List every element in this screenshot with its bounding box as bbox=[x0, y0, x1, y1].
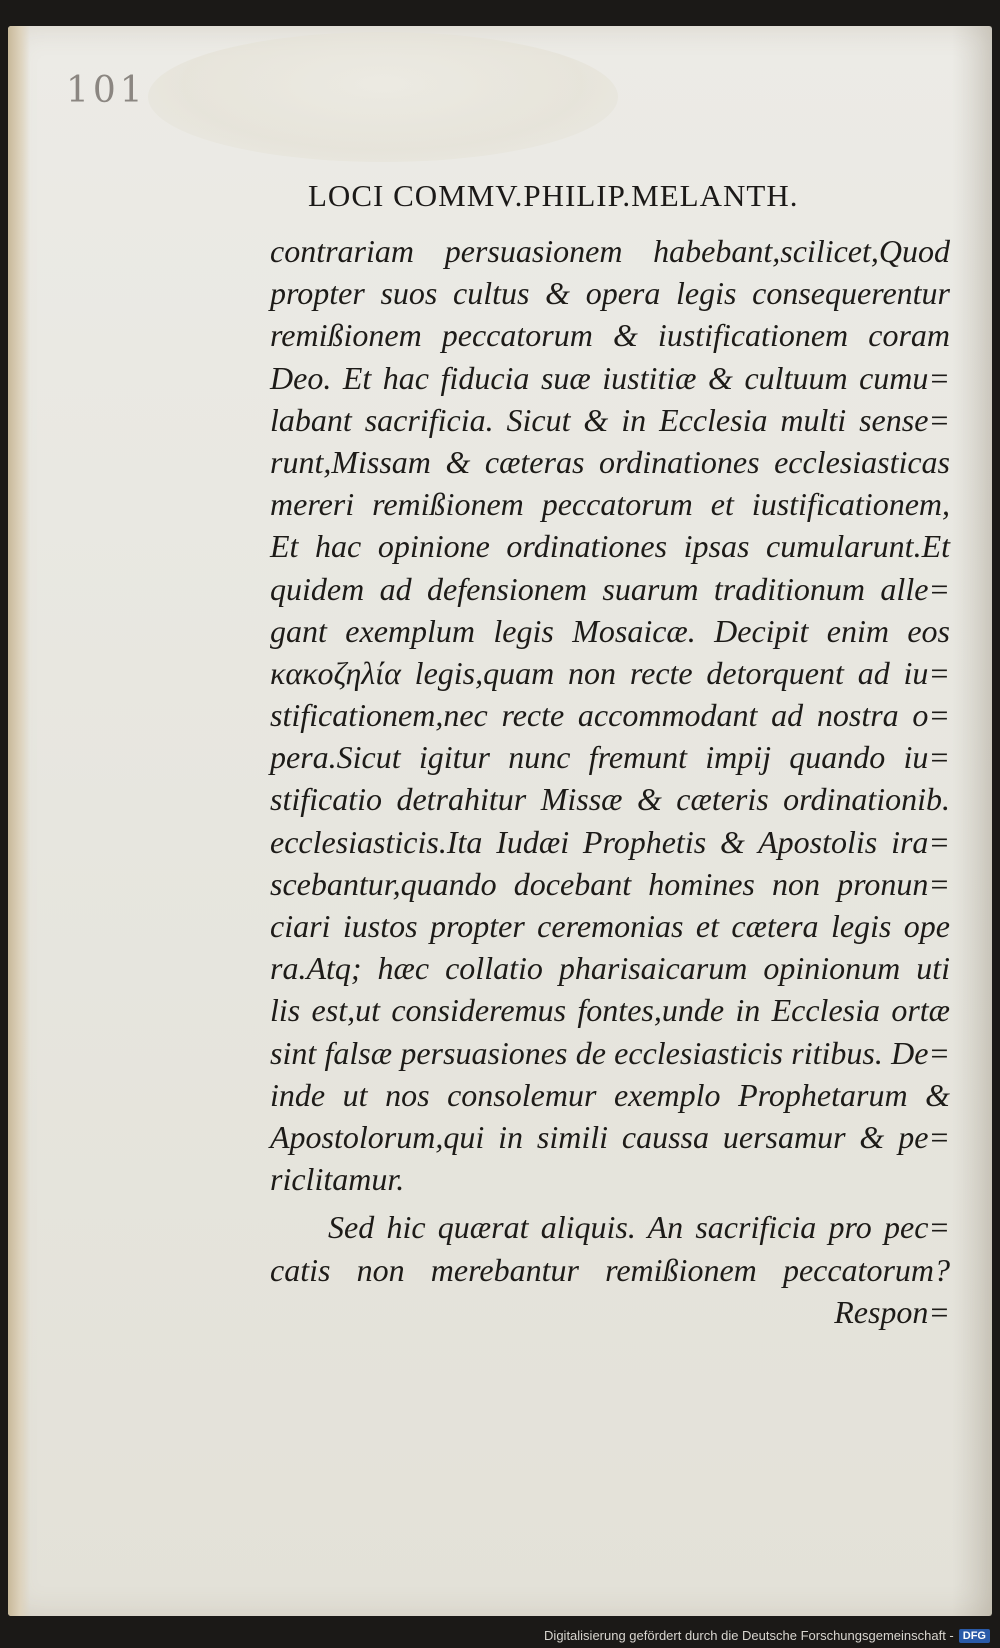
running-head: LOCI COMMV.PHILIP.MELANTH. bbox=[308, 178, 799, 213]
text-line: labant sacrificia. Sicut & in Ecclesia multi sense= bbox=[270, 401, 950, 438]
text-line: remißionem peccatorum & iustificationem coram bbox=[270, 317, 950, 354]
text-line: riclitamur. bbox=[270, 1161, 405, 1198]
text-line: κακοζηλία legis,quam non recte detorquent ad iu= bbox=[270, 654, 950, 691]
text-line: pera.Sicut igitur nunc fremunt impij quando iu= bbox=[270, 739, 950, 776]
text-line: scebantur,quando docebant homines non pronun= bbox=[270, 865, 950, 902]
text-line: gant exemplum legis Mosaicæ. Decipit enim eos bbox=[270, 612, 950, 649]
folio-number: 101 bbox=[66, 70, 147, 111]
book-page bbox=[8, 26, 992, 1616]
page-edge-shadow bbox=[8, 26, 30, 1616]
text-line: ra.Atq; hæc collatio pharisaicarum opinionum uti bbox=[270, 950, 950, 987]
dfg-logo: DFG bbox=[959, 1629, 990, 1643]
text-line: Apostolorum,qui in simili caussa uersamur & pe= bbox=[270, 1118, 950, 1155]
gutter-shadow bbox=[952, 26, 992, 1616]
text-line: catis non merebantur remißionem peccatorum? bbox=[270, 1251, 950, 1288]
text-line: Deo. Et hac fiducia suæ iustitiæ & cultuum cumu= bbox=[270, 359, 950, 396]
catchword: Respon= bbox=[834, 1293, 950, 1330]
text-line: propter suos cultus & opera legis consequerentur bbox=[270, 275, 950, 312]
text-line: stificatio detrahitur Missæ & cæteris ordinationib. bbox=[270, 781, 950, 818]
credit-text: Digitalisierung gefördert durch die Deutsche Forschungsgemeinschaft - bbox=[544, 1628, 954, 1643]
text-line: inde ut nos consolemur exemplo Prophetarum & bbox=[270, 1076, 950, 1113]
digitization-credit bbox=[544, 1628, 990, 1643]
text-line: quidem ad defensionem suarum traditionum alle= bbox=[270, 570, 950, 607]
text-line: ecclesiasticis.Ita Iudæi Prophetis & Apostolis ira= bbox=[270, 823, 950, 860]
text-line: runt,Missam & cæteras ordinationes ecclesiasticas bbox=[270, 443, 950, 480]
water-stain bbox=[148, 32, 618, 162]
text-line: lis est,ut consideremus fontes,unde in Ecclesia ortæ bbox=[270, 992, 950, 1029]
text-line: sint falsæ persuasiones de ecclesiasticis ritibus. De= bbox=[270, 1034, 950, 1071]
text-line: contrariam persuasionem habebant,scilicet,Quod bbox=[270, 233, 950, 269]
text-line: ciari iustos propter ceremonias et cætera legis ope bbox=[270, 908, 950, 944]
text-line: mereri remißionem peccatorum et iustificationem, bbox=[270, 486, 950, 523]
text-line: Et hac opinione ordinationes ipsas cumularunt.Et bbox=[270, 528, 950, 565]
text-line: Sed hic quærat aliquis. An sacrificia pro pec= bbox=[328, 1209, 950, 1246]
text-line: stificationem,nec recte accommodant ad nostra o= bbox=[270, 697, 950, 734]
body-text bbox=[270, 230, 950, 1333]
